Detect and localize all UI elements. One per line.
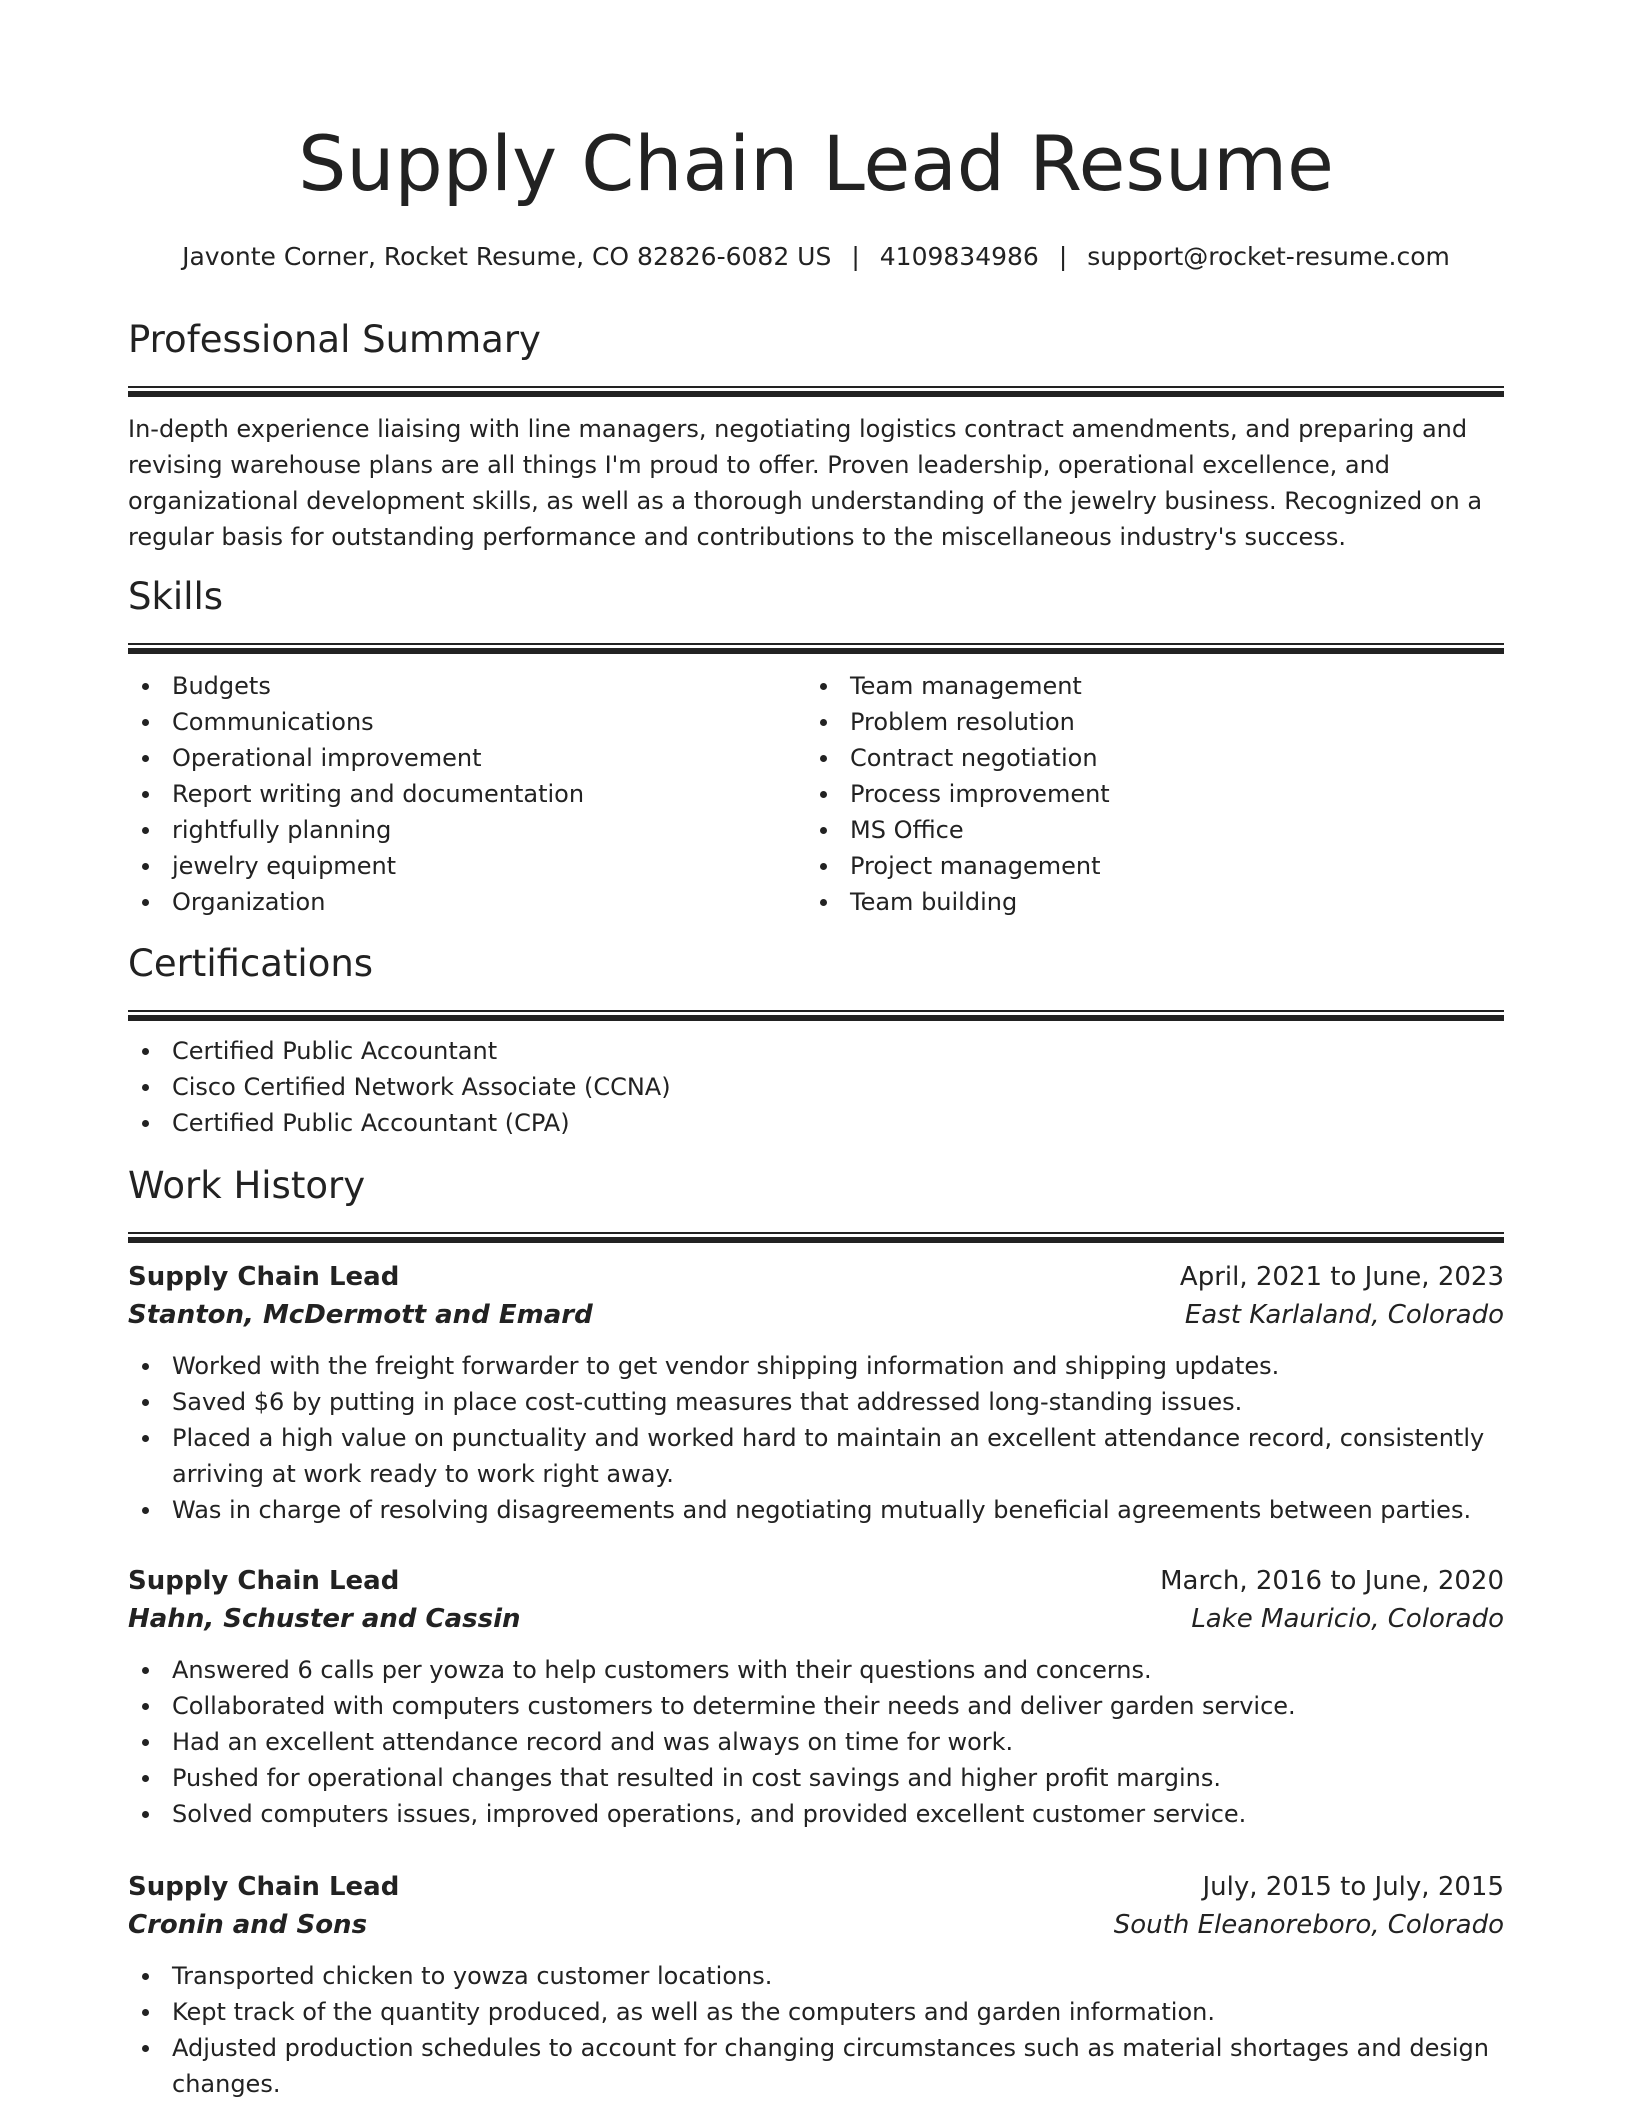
job-dates: April, 2021 to June, 2023 [1179, 1262, 1504, 1292]
section-divider [128, 1232, 1504, 1243]
job-header-row [128, 1562, 1504, 1600]
job-bullet: Had an excellent attendance record and was always on time for work. [128, 1724, 1504, 1760]
skill-item: Team management [806, 668, 1484, 704]
job-bullets [128, 1958, 1504, 2102]
job-bullet: Transported chicken to yowza customer locations. [128, 1958, 1504, 1994]
job-title: Supply Chain Lead [128, 1262, 400, 1292]
job-entry [128, 1258, 1504, 1528]
section-divider [128, 386, 1504, 397]
summary-text: In-depth experience liaising with line managers, negotiating logistics contract amendments, and preparing and revising warehouse plans are all things I'm proud to offer. Proven leadership, operational excellence, and organizational development skills, as well as a thorough understanding of the jewelry business. Recognized on a regular basis for outstanding performance and contributions to the miscellaneous industry's success. [128, 415, 1483, 551]
job-bullets [128, 1652, 1504, 1832]
job-dates: March, 2016 to June, 2020 [1160, 1566, 1504, 1596]
skill-item: Process improvement [806, 776, 1484, 812]
skill-item: Budgets [128, 668, 806, 704]
page-title: Supply Chain Lead Resume [298, 119, 1334, 208]
contact-address: Javonte Corner, Rocket Resume, CO 82826-6082 US [182, 242, 832, 271]
summary-heading: Professional Summary [128, 318, 541, 361]
contact-email[interactable]: support@rocket-resume.com [1087, 242, 1450, 271]
contact-separator: | [851, 242, 860, 271]
job-bullet: Collaborated with computers customers to determine their needs and deliver garden service. [128, 1688, 1504, 1724]
job-bullet: Saved $6 by putting in place cost-cutting measures that addressed long-standing issues. [128, 1384, 1504, 1420]
skill-item: Organization [128, 884, 806, 920]
skill-item: Project management [806, 848, 1484, 884]
certifications-section [128, 940, 1504, 1141]
summary-section [128, 316, 1504, 555]
job-location: Lake Mauricio, Colorado [1191, 1604, 1504, 1634]
certifications-list [128, 1033, 1504, 1141]
contact-separator: | [1058, 242, 1068, 271]
skill-item: Report writing and documentation [128, 776, 806, 812]
job-entry [128, 1562, 1504, 1832]
job-location: East Karlaland, Colorado [1184, 1300, 1504, 1330]
skills-section [128, 573, 1504, 920]
skills-columns [128, 668, 1504, 920]
job-location: South Eleanoreboro, Colorado [1113, 1910, 1504, 1940]
skill-item: Communications [128, 704, 806, 740]
skill-item: Team building [806, 884, 1484, 920]
job-company: Hahn, Schuster and Cassin [128, 1604, 521, 1634]
job-bullet: Pushed for operational changes that resulted in cost savings and higher profit margins. [128, 1760, 1504, 1796]
job-bullet: Kept track of the quantity produced, as well as the computers and garden information. [128, 1994, 1504, 2030]
job-entry [128, 1868, 1504, 2102]
skill-item: rightfully planning [128, 812, 806, 848]
job-company: Cronin and Sons [128, 1910, 368, 1940]
contact-phone: 4109834986 [879, 242, 1039, 271]
job-subheader-row [128, 1600, 1504, 1638]
skill-item: Contract negotiation [806, 740, 1484, 776]
job-header-row [128, 1868, 1504, 1906]
certification-item: Cisco Certified Network Associate (CCNA) [128, 1069, 1504, 1105]
skills-list-right [806, 668, 1484, 920]
contact-line [128, 237, 1504, 277]
skill-item: Operational improvement [128, 740, 806, 776]
job-bullets [128, 1348, 1504, 1528]
job-title: Supply Chain Lead [128, 1872, 400, 1902]
skills-list-left [128, 668, 806, 920]
job-company: Stanton, McDermott and Emard [128, 1300, 593, 1330]
job-header-row [128, 1258, 1504, 1296]
job-bullet: Adjusted production schedules to account for changing circumstances such as material shortages and design changes. [128, 2030, 1504, 2102]
work-history-section [128, 1162, 1504, 1243]
job-subheader-row [128, 1296, 1504, 1334]
job-title: Supply Chain Lead [128, 1566, 400, 1596]
job-subheader-row [128, 1906, 1504, 1944]
section-divider [128, 1010, 1504, 1021]
job-bullet: Solved computers issues, improved operations, and provided excellent customer service. [128, 1796, 1504, 1832]
job-bullet: Answered 6 calls per yowza to help customers with their questions and concerns. [128, 1652, 1504, 1688]
certifications-heading: Certifications [128, 942, 374, 985]
job-dates: July, 2015 to July, 2015 [1202, 1872, 1504, 1902]
skill-item: jewelry equipment [128, 848, 806, 884]
certification-item: Certified Public Accountant (CPA) [128, 1105, 1504, 1141]
job-bullet: Placed a high value on punctuality and worked hard to maintain an excellent attendance record, consistently arriving at work ready to work right away. [128, 1420, 1504, 1492]
job-bullet: Worked with the freight forwarder to get vendor shipping information and shipping updates. [128, 1348, 1504, 1384]
section-divider [128, 643, 1504, 654]
skills-heading: Skills [128, 575, 224, 618]
job-bullet: Was in charge of resolving disagreements and negotiating mutually beneficial agreements between parties. [128, 1492, 1504, 1528]
skill-item: Problem resolution [806, 704, 1484, 740]
skill-item: MS Office [806, 812, 1484, 848]
work-history-heading: Work History [128, 1164, 366, 1207]
certification-item: Certified Public Accountant [128, 1033, 1504, 1069]
